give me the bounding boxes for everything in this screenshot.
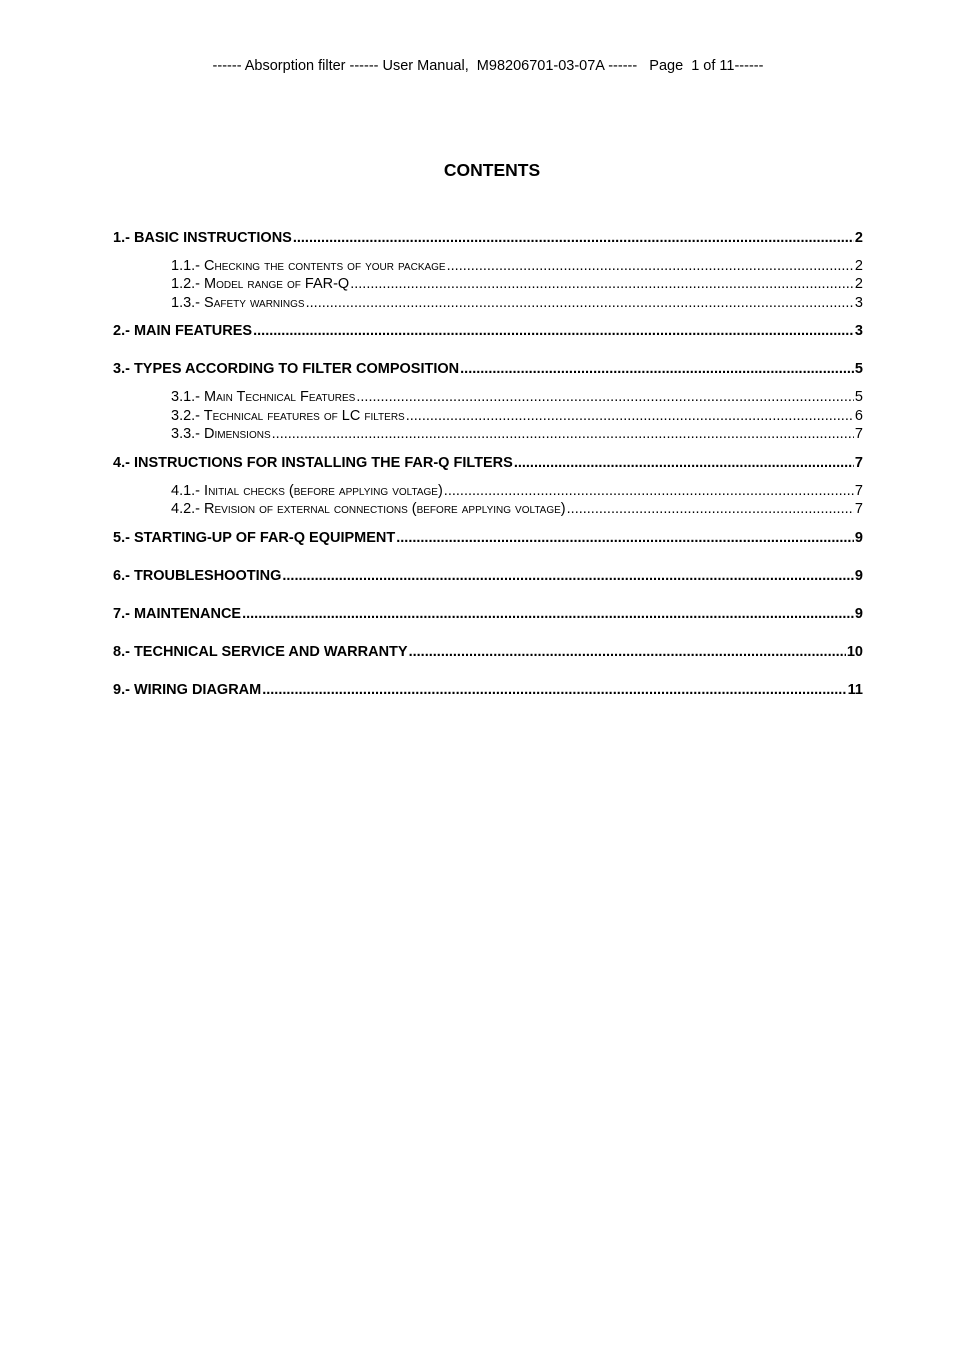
toc-entry-page: 2 — [854, 276, 863, 292]
toc-entry-label: 1.2.- Model range of FAR-Q — [171, 276, 350, 292]
toc-entry-model-range[interactable] — [171, 276, 863, 292]
toc-entry-page: 7 — [854, 455, 863, 471]
toc-entry-label: 4.2.- Revision of external connections (before applying voltage) — [171, 501, 566, 517]
toc-entry-label: 2.- MAIN FEATURES — [113, 323, 253, 339]
toc-entry-label: 1.1.- Checking the contents of your package — [171, 258, 446, 274]
toc-entry-label: 5.- STARTING-UP OF FAR-Q EQUIPMENT — [113, 530, 396, 546]
toc-entry-label: 3.1.- Main Technical Features — [171, 389, 356, 405]
toc-entry-page: 3 — [854, 295, 863, 311]
toc-entry-label: 3.2.- Technical features of LC filters — [171, 408, 405, 424]
toc-entry-page: 9 — [854, 606, 863, 622]
toc-entry-label: 9.- WIRING DIAGRAM — [113, 682, 262, 698]
toc-entry-page: 9 — [854, 530, 863, 546]
toc-entry-dimensions[interactable] — [171, 426, 863, 442]
toc-entry-initial-checks[interactable] — [171, 483, 863, 499]
toc-entry-page: 5 — [854, 361, 863, 377]
toc-entry-label: 7.- MAINTENANCE — [113, 606, 242, 622]
toc-entry-page: 11 — [847, 682, 863, 698]
toc-entry-label: 4.1.- Initial checks (before applying voltage) — [171, 483, 443, 499]
toc-entry-troubleshooting[interactable] — [113, 568, 863, 584]
toc-entry-page: 7 — [854, 501, 863, 517]
toc-entry-wiring-diagram[interactable] — [113, 682, 863, 698]
toc-entry-checking-contents[interactable] — [171, 258, 863, 274]
toc-entry-page: 3 — [854, 323, 863, 339]
contents-title: CONTENTS — [443, 160, 541, 180]
toc-entry-label: 8.- TECHNICAL SERVICE AND WARRANTY — [113, 644, 408, 660]
toc-entry-label: 3.3.- Dimensions — [171, 426, 271, 442]
toc-entry-main-technical-features[interactable] — [171, 389, 863, 405]
page-header: ------ Absorption filter ------ User Manual, M98206701-03-07A ------ Page 1 of 11------ — [212, 58, 764, 74]
toc-entry-starting-up[interactable] — [113, 530, 863, 546]
toc-entry-installing-instructions[interactable] — [113, 455, 863, 471]
toc-entry-safety-warnings[interactable] — [171, 295, 863, 311]
toc-entry-basic-instructions[interactable] — [113, 230, 863, 246]
toc-entry-page: 5 — [854, 389, 863, 405]
toc-entry-page: 7 — [854, 426, 863, 442]
toc-entry-page: 2 — [854, 258, 863, 274]
toc-entry-lc-filters[interactable] — [171, 408, 863, 424]
toc-entry-page: 7 — [854, 483, 863, 499]
toc-entry-page: 9 — [854, 568, 863, 584]
toc-entry-types-filter-composition[interactable] — [113, 361, 863, 377]
toc-entry-label: 6.- TROUBLESHOOTING — [113, 568, 282, 584]
toc-entry-label: 4.- INSTRUCTIONS FOR INSTALLING THE FAR-Q FILTERS — [113, 455, 513, 471]
toc-entry-label: 1.3.- Safety warnings — [171, 295, 305, 311]
toc-entry-external-connections[interactable] — [171, 501, 863, 517]
toc-entry-page: 2 — [854, 230, 863, 246]
toc-entry-page: 10 — [846, 644, 863, 660]
toc-entry-maintenance[interactable] — [113, 606, 863, 622]
toc-entry-page: 6 — [854, 408, 863, 424]
toc-entry-technical-service[interactable] — [113, 644, 863, 660]
toc-entry-label: 1.- BASIC INSTRUCTIONS — [113, 230, 292, 246]
toc-entry-label: 3.- TYPES ACCORDING TO FILTER COMPOSITION — [113, 361, 460, 377]
toc-entry-main-features[interactable] — [113, 323, 863, 339]
